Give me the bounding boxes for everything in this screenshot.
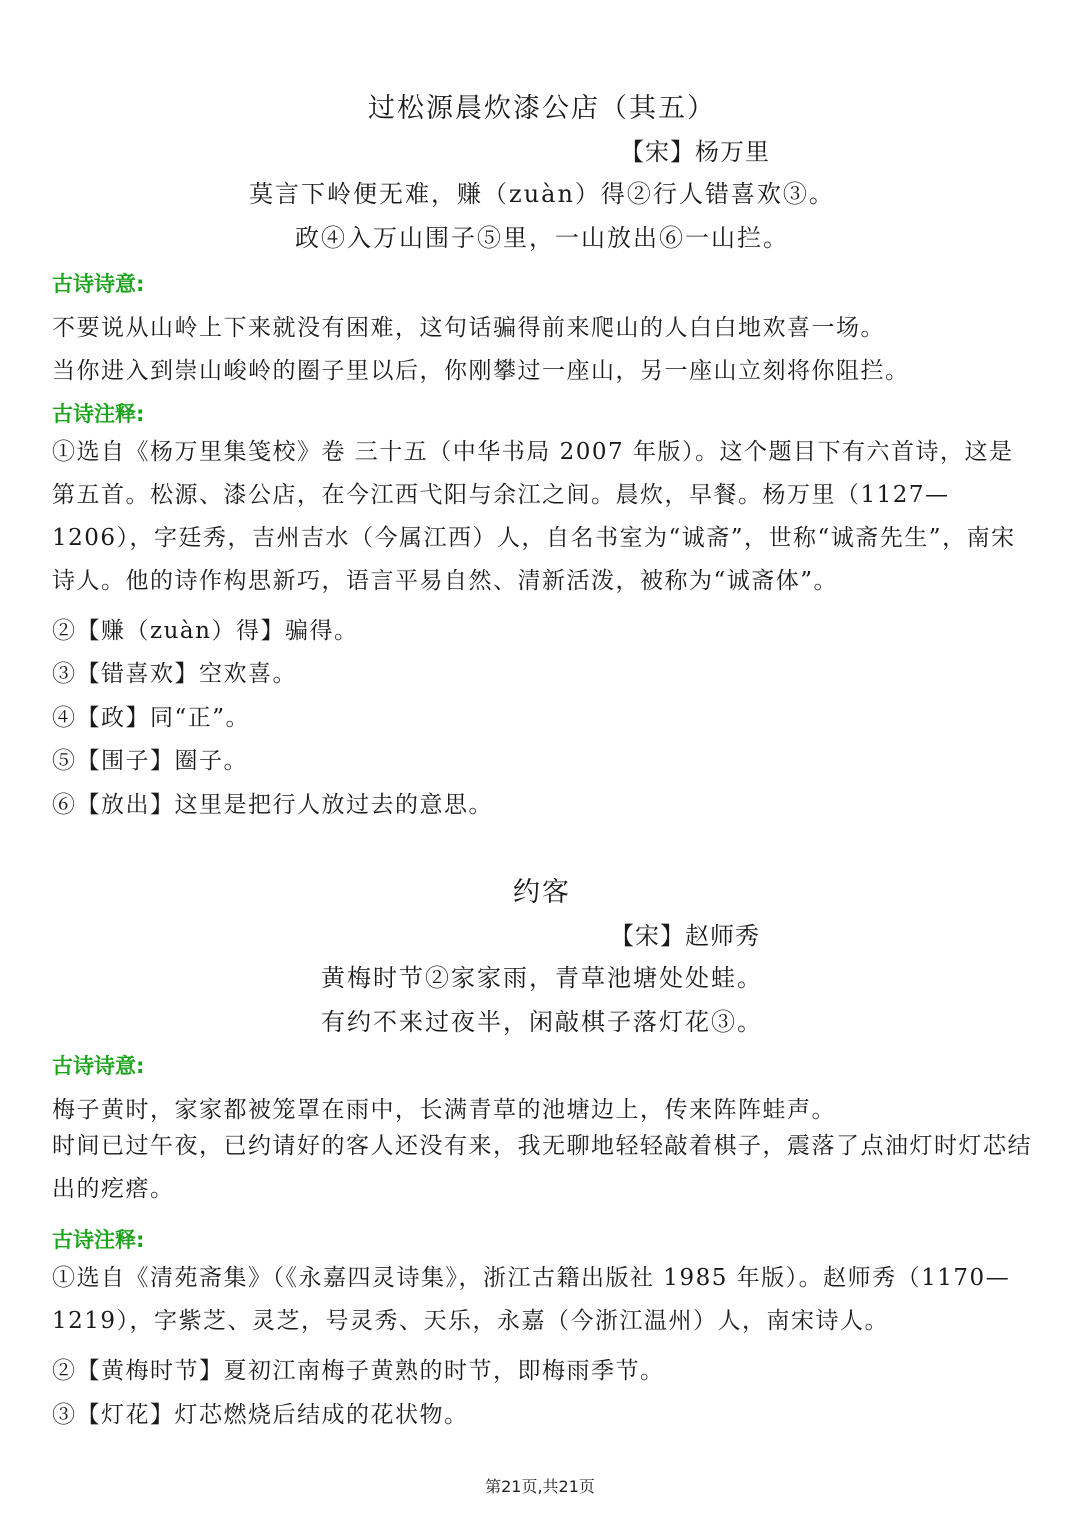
meaning-line: 时间已过午夜，已约请好的客人还没有来，我无聊地轻轻敲着棋子，震落了点油灯时灯芯结出的疙瘩。 xyxy=(52,1133,1032,1202)
note-item: ④【政】同“正”。 xyxy=(52,705,251,731)
poem-author: 【宋】杨万里 xyxy=(620,138,770,166)
note-item: ⑤【围子】圈子。 xyxy=(52,748,248,774)
note-item: ③【错喜欢】空欢喜。 xyxy=(52,661,297,687)
note-item: ②【黄梅时节】夏初江南梅子黄熟的时节，即梅雨季节。 xyxy=(52,1358,665,1384)
meaning-heading: 古诗诗意: xyxy=(52,1054,145,1078)
meaning-line: 梅子黄时，家家都被笼罩在雨中，长满青草的池塘边上，传来阵阵蛙声。 xyxy=(52,1097,836,1123)
note-item: ②【赚（zuàn）得】骗得。 xyxy=(52,618,359,644)
poem-verse: 有约不来过夜半，闲敲棋子落灯花③。 xyxy=(321,1008,763,1036)
meaning-line: 不要说从山岭上下来就没有困难，这句话骗得前来爬山的人白白地欢喜一场。 xyxy=(52,315,885,341)
note-item: ①选自《清苑斋集》（《永嘉四灵诗集》，浙江古籍出版社 1985 年版）。赵师秀（1170—1219），字紫芝、灵芝，号灵秀、天乐，永嘉（今浙江温州）人，南宋诗人。 xyxy=(52,1265,1011,1334)
poem-verse: 黄梅时节②家家雨，青草池塘处处蛙。 xyxy=(321,964,763,992)
poem-verse: 莫言下岭便无难，赚（zuàn）得②行人错喜欢③。 xyxy=(249,180,835,208)
poem-verse: 政④入万山围子⑤里，一山放出⑥一山拦。 xyxy=(295,224,789,252)
poem-author: 【宋】赵师秀 xyxy=(610,922,760,950)
meaning-line: 当你进入到崇山峻岭的圈子里以后，你刚攀过一座山，另一座山立刻将你阻拦。 xyxy=(52,358,910,384)
meaning-heading: 古诗诗意: xyxy=(52,272,145,296)
note-item: ③【灯花】灯芯燃烧后结成的花状物。 xyxy=(52,1402,469,1428)
poem-title: 过松源晨炊漆公店（其五） xyxy=(368,93,716,124)
note-item: ①选自《杨万里集笺校》卷 三十五（中华书局 2007 年版）。这个题目下有六首诗，这是第五首。松源、漆公店，在今江西弋阳与余江之间。晨炊，早餐。杨万里（1127—1206），字廷秀，吉州吉水（今属江西）人，自名书室为“诚斋”，世称“诚斋先生”，南宋诗人。他的诗作构思新巧，语言平易自然、清新活泼，被称为“诚斋体”。 xyxy=(52,439,1016,594)
page-number: 第21页,共21页 xyxy=(485,1477,595,1496)
notes-heading: 古诗注释: xyxy=(52,402,145,426)
poem-title: 约客 xyxy=(513,877,571,908)
notes-heading: 古诗注释: xyxy=(52,1228,145,1252)
note-item: ⑥【放出】这里是把行人放过去的意思。 xyxy=(52,792,493,818)
